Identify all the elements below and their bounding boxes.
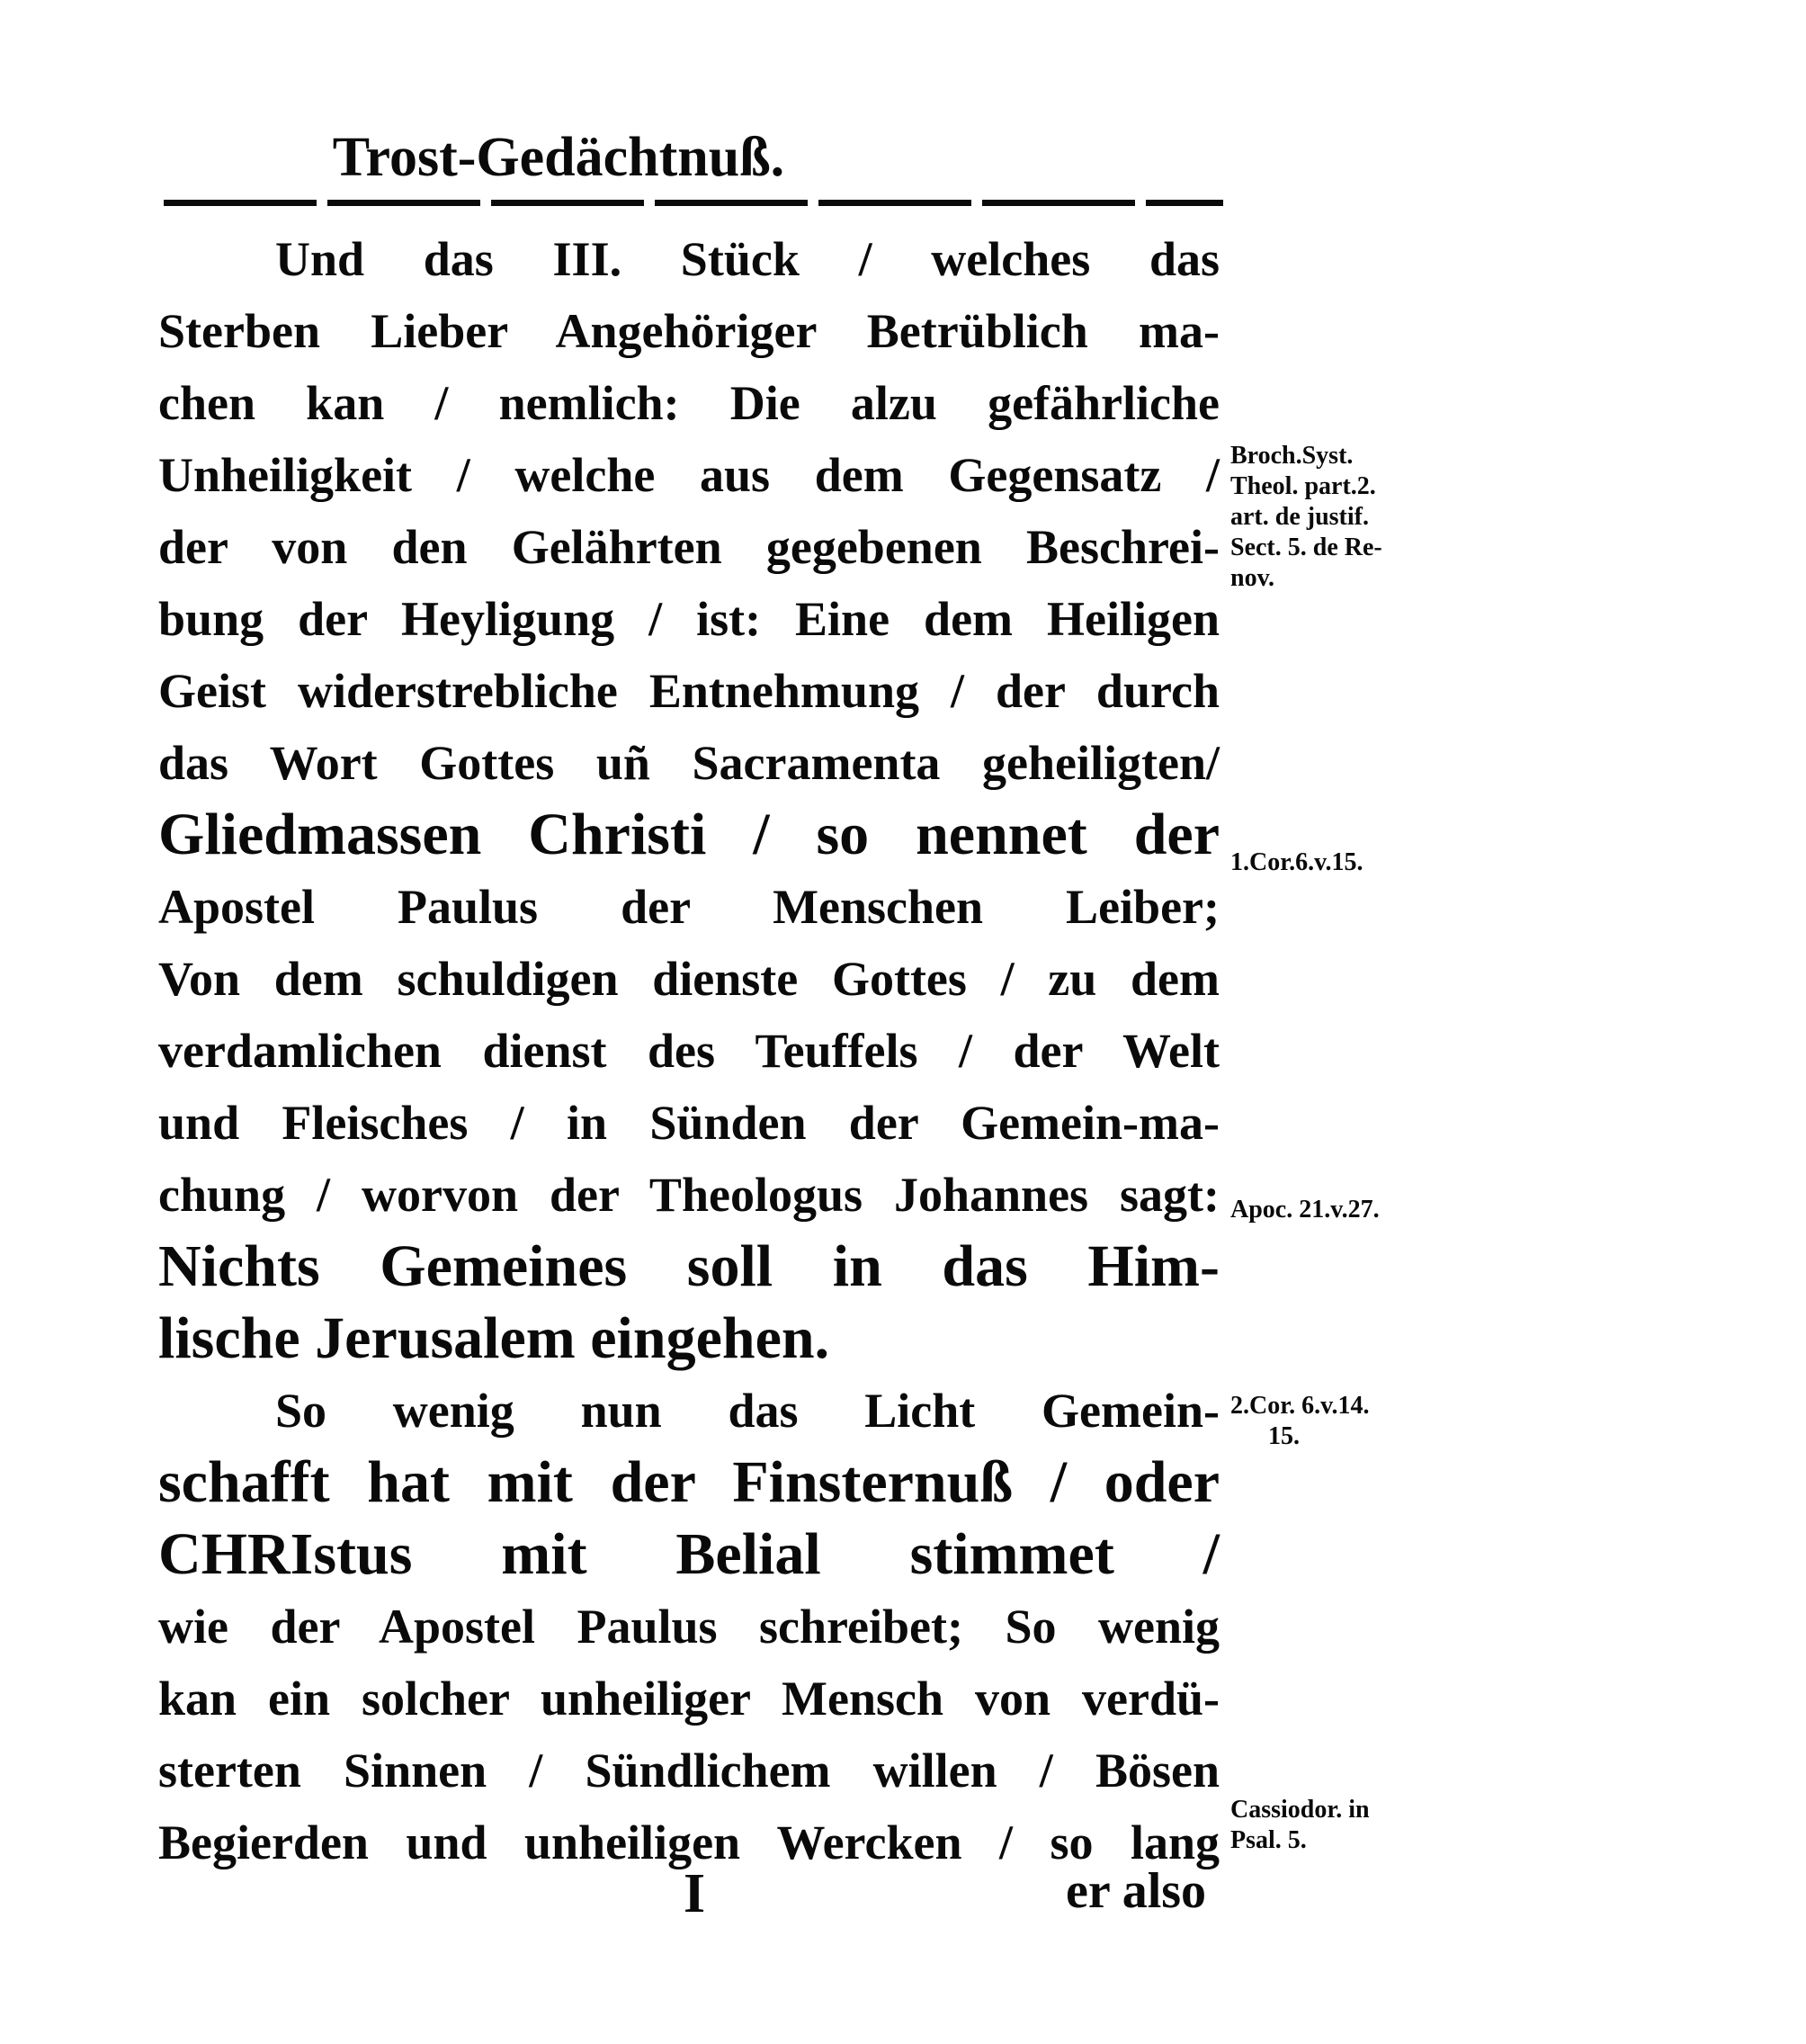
running-head — [164, 126, 1223, 190]
text-line: Unheiligkeit / welche aus dem Gegensatz / — [158, 448, 1220, 502]
text-line: chen kan / nemlich: Die alzu gefährliche — [158, 376, 1220, 430]
margin-note: Broch.Syst. Theol. part.2. art. de justif. Sect. 5. de Re- nov. — [1230, 442, 1382, 592]
running-head-text: Trost-Gedächtnuß. — [332, 127, 785, 188]
catchword: er also — [1066, 1863, 1207, 1919]
text-line: der von den Gelährten gegebenen Beschrei- — [158, 520, 1220, 574]
text-line: Und das III. Stück / welches das — [275, 232, 1220, 286]
text-line: schafft hat mit der Finsternuß / oder — [158, 1449, 1220, 1515]
text-line: chung / worvon der Theologus Johannes sagt: — [158, 1168, 1220, 1222]
text-line: das Wort Gottes uñ Sacramenta geheiligten/ — [158, 736, 1220, 790]
header-rule — [164, 200, 1223, 206]
text-line: kan ein solcher unheiliger Mensch von verdü- — [158, 1672, 1220, 1726]
text-line: Geist widerstrebliche Entnehmung / der durch — [158, 664, 1220, 718]
text-line: sterten Sinnen / Sündlichem willen / Bösen — [158, 1744, 1220, 1797]
text-line: So wenig nun das Licht Gemein- — [275, 1384, 1220, 1438]
text-line: Sterben Lieber Angehöriger Betrüblich ma- — [158, 304, 1220, 358]
margin-note: 2.Cor. 6.v.14. 15. — [1230, 1392, 1370, 1450]
body-text — [158, 223, 1220, 1878]
margin-note: Cassiodor. in Psal. 5. — [1230, 1796, 1370, 1854]
text-line: Gliedmassen Christi / so nennet der — [158, 802, 1220, 867]
text-line: Von dem schuldigen dienste Gottes / zu dem — [158, 952, 1220, 1006]
text-line: und Fleisches / in Sünden der Gemein-ma- — [158, 1096, 1220, 1150]
text-line: CHRIstus mit Belial stimmet / — [158, 1521, 1220, 1587]
text-line: Apostel Paulus der Menschen Leiber; — [158, 880, 1220, 934]
margin-note: 1.Cor.6.v.15. — [1230, 848, 1363, 876]
signature-mark: I — [684, 1863, 706, 1924]
text-line: verdamlichen dienst des Teuffels / der Welt — [158, 1024, 1220, 1078]
text-line: bung der Heyligung / ist: Eine dem Heiligen — [158, 592, 1220, 646]
text-line: wie der Apostel Paulus schreibet; So wenig — [158, 1600, 1220, 1654]
text-line: Nichts Gemeines soll in das Him- — [158, 1233, 1220, 1299]
text-line: Begierden und unheiligen Wercken / so lang — [158, 1815, 1220, 1869]
text-line: lische Jerusalem eingehen. — [158, 1305, 830, 1371]
margin-note: Apoc. 21.v.27. — [1230, 1196, 1380, 1224]
